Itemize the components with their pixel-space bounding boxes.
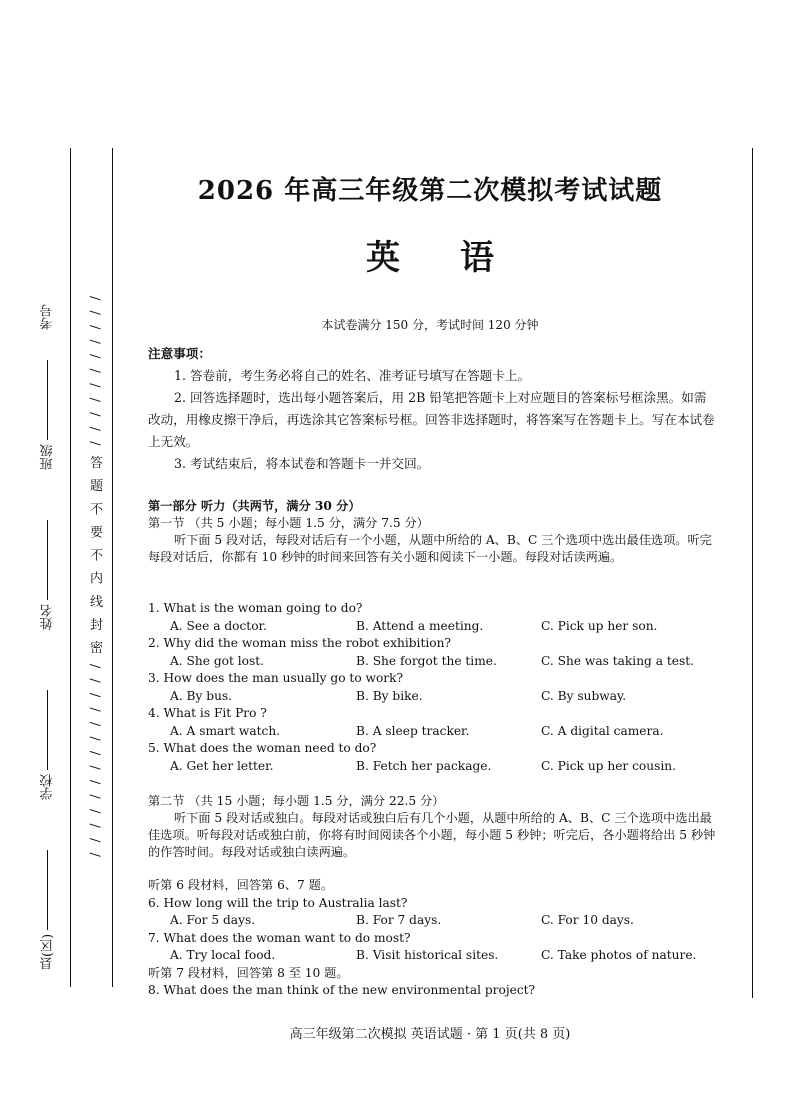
notice-item: 1. 答卷前，考生务必将自己的姓名、准考证号填写在答题卡上。 [174,368,531,383]
exam-title: 2026 年高三年级第二次模拟考试试题 [197,176,663,206]
option-row [148,947,716,965]
questions-1-5 [148,600,716,775]
option-a: A. She got lost. [170,653,265,668]
part1-heading: 第一部分 听力（共两节，满分 30 分） [148,499,361,513]
option-a: A. By bus. [170,688,233,703]
option-c: C. She was taking a test. [541,653,694,668]
option-row [148,723,716,741]
material-heading: 听第 6 段材料，回答第 6、7 题。 [148,878,334,892]
questions-6-8 [148,877,716,1000]
school-field[interactable] [30,650,66,800]
question-text: 8. What does the man think of the new environmental project? [148,983,536,997]
question-text: 4. What is Fit Pro ? [148,706,267,720]
option-row [148,912,716,930]
option-a: A. For 5 days. [170,913,256,927]
notice-item: 2. 回答选择题时，选出每小题答案后，用 2B 铅笔把答题卡上对应题目的答案标号框涂黑。如需改动，用橡皮擦干净后，再选涂其它答案标号框。回答非选择题时，将答案写在答题卡上。写在本试卷上无效。 [148,390,715,449]
section2-heading: 第二节 （共 15 小题；每小题 1.5 分，满分 22.5 分） [148,794,445,808]
school-label: 学校 [40,774,56,800]
question-text: 3. How does the man usually go to work? [148,671,404,685]
question-text: 2. Why did the woman miss the robot exhibition? [148,636,451,650]
page-footer: 高三年级第二次模拟 英语试题 · 第 1 页(共 8 页) [289,1027,571,1042]
notice-heading: 注意事项： [148,346,211,361]
subject-title: 英语 [366,238,554,278]
option-a: A. Try local food. [170,948,276,962]
exam-number-field[interactable] [30,240,66,330]
option-row [148,688,716,706]
option-b: B. She forgot the time. [356,653,497,668]
county-blank[interactable] [48,850,49,930]
option-c: C. Pick up her cousin. [541,758,676,773]
seal-line-text: / / / / / / / / / / / 答 题 不 要 不 内 线 封 密 / / / / / / / / / / / / / / [87,296,102,860]
question-text: 6. How long will the trip to Australia last? [148,895,408,910]
option-row [148,618,716,636]
class-label: 班级 [40,444,56,470]
option-c: C. For 10 days. [541,913,634,927]
option-b: B. Attend a meeting. [356,618,484,633]
option-a: A. Get her letter. [170,758,274,773]
option-c: C. Pick up her son. [541,618,658,633]
option-b: B. Visit historical sites. [356,948,499,962]
binding-line-outer [70,148,71,987]
class-blank[interactable] [48,360,49,440]
notice-block [148,343,716,475]
question-text: 7. What does the woman want to do most? [148,930,411,945]
option-b: B. A sleep tracker. [356,723,470,738]
name-field[interactable] [30,490,66,630]
option-a: A. A smart watch. [170,723,281,738]
material-heading: 听第 7 段材料，回答第 8 至 10 题。 [148,965,349,980]
part1-section1 [148,498,716,566]
option-b: B. By bike. [356,688,423,703]
school-blank[interactable] [48,690,49,770]
part1-section2 [148,793,716,861]
question-text: 1. What is the woman going to do? [148,601,363,615]
county-label: 县(区) [40,933,56,970]
section1-heading: 第一节 （共 5 小题；每小题 1.5 分，满分 7.5 分） [148,516,429,530]
name-blank[interactable] [48,520,49,600]
option-row [148,653,716,671]
name-label: 姓名 [40,604,56,630]
right-border-line [752,148,753,998]
option-row [148,758,716,776]
option-c: C. A digital camera. [541,723,664,738]
score-info: 本试卷满分 150 分，考试时间 120 分钟 [321,318,539,332]
option-c: C. By subway. [541,688,627,703]
question-text: 5. What does the woman need to do? [148,741,377,755]
county-field[interactable] [30,830,66,970]
option-b: B. Fetch her package. [356,758,492,773]
exam-number-label: 考号 [40,304,56,330]
class-field[interactable] [30,340,66,470]
option-b: B. For 7 days. [356,913,442,927]
section2-instructions: 听下面 5 段对话或独白。每段对话或独白后有几个小题，从题中所给的 A、B、C 三个选项中选出最佳选项。听每段对话或独白前，你将有时间阅读各个小题，每小题 5 秒钟；听完后，各小题将给出 5 秒钟的作答时间。每段对话或独白读两遍。 [148,811,716,859]
option-a: A. See a doctor. [170,618,267,633]
option-c: C. Take photos of nature. [541,948,697,962]
section1-instructions: 听下面 5 段对话，每段对话后有一个小题，从题中所给的 A、B、C 三个选项中选出最佳选项。听完每段对话后，你都有 10 秒钟的时间来回答有关小题和阅读下一小题。每段对话读两遍。 [148,533,712,564]
notice-item: 3. 考试结束后，将本试卷和答题卡一并交回。 [174,456,430,471]
